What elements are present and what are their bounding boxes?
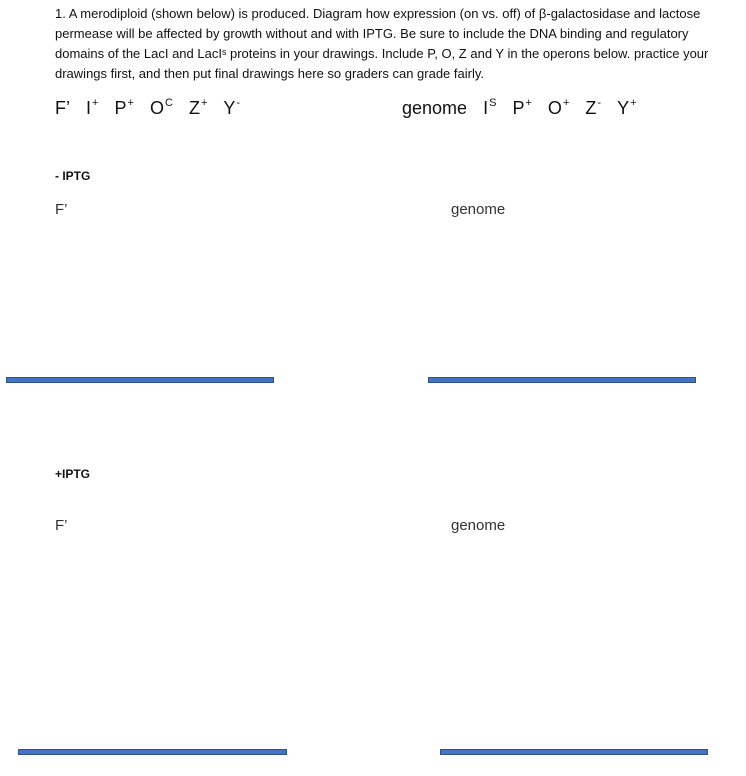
genome-promoter-allele: P+ xyxy=(512,97,532,118)
f-operator-allele: $O^C$ xyxy=(149,97,173,118)
genome-lacI-allele: $I^S$ xyxy=(483,97,497,118)
plus-iptg-condition-label: +IPTG xyxy=(55,467,91,481)
question-text: 1. A merodiploid (shown below) is produced. Diagram how expression (on vs. off) of β-galactosidase and lactose permease will be affected by growth without and with IPTG. Be sure to include the DNA binding and regulatory domains of the LacI and LacIˢ proteins in your drawings. Include P, O, Z and Y in the operons below. practice your drawings first, and then put final drawings here so graders can grade fairly. xyxy=(55,6,709,81)
f-plasmid-genotype xyxy=(55,97,240,119)
no-iptg-genome-label: genome xyxy=(451,201,506,218)
genome-label: genome xyxy=(402,98,468,118)
plus-iptg-f-drawing-line xyxy=(18,749,287,755)
genome-genotype xyxy=(402,97,637,119)
plus-iptg-genome-drawing-line xyxy=(440,749,708,755)
plus-iptg-genome-label: genome xyxy=(451,517,506,534)
no-iptg-f-label: F’ xyxy=(55,201,68,218)
genome-operator-allele: O+ xyxy=(547,97,570,118)
no-iptg-condition-label: - IPTG xyxy=(55,169,91,183)
f-promoter-allele: P+ xyxy=(114,97,134,118)
no-iptg-f-drawing-line xyxy=(6,377,274,383)
f-factor-label: F’ xyxy=(55,98,70,118)
plus-iptg-f-label: F’ xyxy=(55,517,68,534)
f-lacI-allele: I+ xyxy=(86,97,99,118)
f-lacY-allele: Y- xyxy=(223,97,241,118)
f-lacZ-allele: Z+ xyxy=(188,97,208,118)
no-iptg-genome-drawing-line xyxy=(428,377,696,383)
genome-lacZ-allele: Z- xyxy=(585,97,602,118)
genome-lacY-allele: Y+ xyxy=(617,97,637,118)
